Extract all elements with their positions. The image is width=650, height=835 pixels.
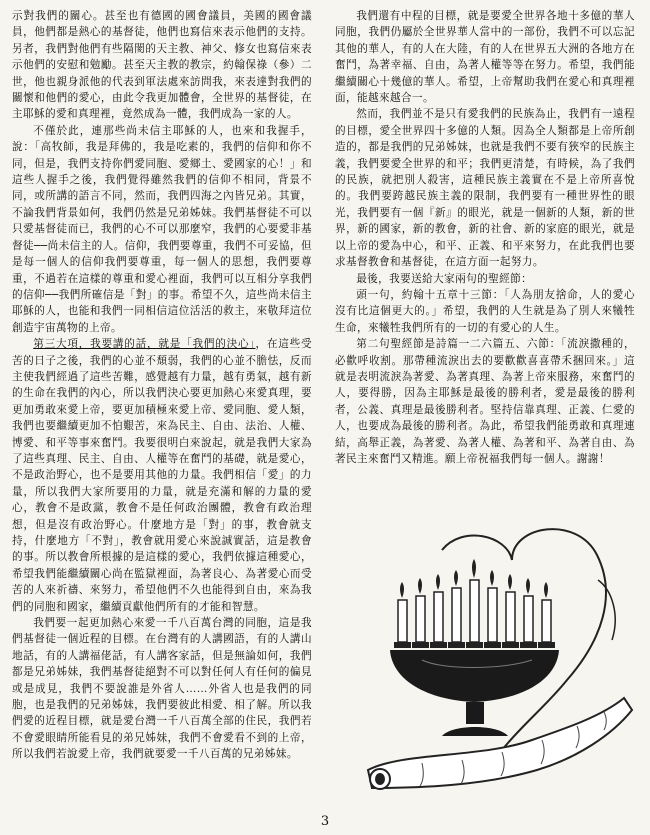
paragraph-2: 不僅於此，連那些尚未信主耶穌的人，也來和我握手，說：「高牧師，我是拜佛的，我是吃素的，我們的信仰和你不同，但是，我們支持你們愛同胞、愛鄉土、愛國家的心！」和這些人握手之後，我們覺得雖然我們的信仰不相同，背景不同，或所講的語言不同，然而，我們四海之內皆兄弟。其實，不論我們背景如何，我們仍然是兄弟姊妹。我們基督徒不可以只愛基督徒而已，我們的心不可以那麼窄，我們的心要愛非基督徒──尚未信主的人。信仰，我們要尊重，我們不可妥協，但是每一個人的信仰我們要尊重，每一個人的思想，我們要尊重，不過若在這樣的尊重和愛心裡面，我們可以互相分享我們的信仰──我們所確信是「對」的事。希望不久，這些尚未信主耶穌的人，也能和我們一同相信這位活活的救主，來敬拜這位創造宇宙萬物的上帝。 — [12, 124, 312, 334]
paragraph-5: 我們還有中程的目標，就是要愛全世界各地十多億的華人同胞，我們仍屬於全世界華人當中的一部份，我們不可以忘記其他的華人，有的人在大陸，有的人在世界五大洲的各地方在奮鬥，為著幸福、自由，為著人權等等在努力。希望，我們能繼續關心十幾億的華人。希望，上帝幫助我們在愛心和真理裡面，能越來越合一。 — [335, 10, 635, 105]
third-item-heading: 第三大項，我要講的話，就是「我們的決心」 — [33, 338, 256, 351]
paragraph-6: 然而，我們並不是只有愛我們的民族為止，我們有一遠程的目標，愛全世界四十多億的人類。因為全人類都是上帝所創造的，都是我們的兄弟姊妹，也就是我們不要有狹窄的民族主義，我們要愛全世界的和平；我們更清楚，有時候，為了我們的民族，就把別人殺害，這種民族主義實在不是上帝所喜悅的。我們要跨越民族主義的限制，我們要有一種世界性的眼光，我們要有一個『新』的眼光，就是一個新的人類，新的世界，新的國家，新的教會，新的社會、新的家庭的眼光，就是以上帝的愛為中心，和平、正義、和平來努力，在此我們也要求基督教會和基督徒，在這方面一起努力。 — [335, 108, 635, 269]
verse-2: 第二句聖經節是詩篇一二六篇五、六節：「流淚撒種的，必歡呼收割。那帶種流淚出去的要歡歡喜喜帶禾捆回來。」這就是表明流淚為著愛、為著真理、為著上帝來服務，來奮鬥的人，要得勝，因為主耶穌是最後的勝利者，愛是最後的勝利者，公義、真理是最後勝利者。堅持信靠真理、正義、仁愛的人，也要成為最後的勝利者。為此，希望我們能勇敢和真理連結，高舉正義，為著愛、為著人權、為著和平、為著自由、為著民主來奮鬥又精進。願上帝祝福我們每一個人。謝謝！ — [335, 338, 635, 465]
verse-1: 頭一句，約翰十五章十三節：「人為朋友捨命，人的愛心沒有比這個更大的。」希望，我們的人生就是為了別人來犧牲生命，來犧牲我們所有的一切的有愛心的人生。 — [335, 288, 635, 334]
left-column — [12, 8, 312, 763]
menorah-and-shofar-illustration — [362, 520, 638, 820]
right-column — [335, 8, 635, 467]
paragraph-4: 我們要一起更加熱心來愛一千八百萬台灣的同胞，這是我們基督徒一個近程的目標。在台灣有的人講國語，有的人講山地話，有的人講福佬話，有人講客家話，但是無論如何，我們都是兄弟姊妹，我們基督徒絕對不可以對任何人有任何的偏見或是成見，我們不要說誰是外省人……外省人也是我們的同胞，也是我們的兄弟姊妹，我們要彼此相愛、相了解。所以我們愛的近程目標，就是愛台灣一千八百萬全部的住民，我們若不會愛眼睛所能看見的弟兄姊妹，我們不會愛看不到的上帝，所以我們若說愛上帝，我們就要愛一千八百萬的兄弟姊妹。 — [12, 617, 312, 761]
page-number: 3 — [320, 814, 330, 829]
third-item-body: ，在這些受苦的日子之後，我們的心並不頹弱，我們的心並不膽怯，反而主使我們經過了這些苦難，感覺越有力量，越有勇氣，越有新的生命在我們的內心，所以我們決心要更加熱心來愛真理，要更加勇敢來愛上帝，要更加積極來愛上帝、愛同胞、愛人類，我們也要繼續更加不怕艱苦，來為民主、自由、法治、人權、博愛、和平等事來奮鬥。我要很明白來說起，就是我們大家為了這些真理、民主、自由、人權等在奮鬥的基礎，就是愛心，不是政治野心，也不是要用其他的力量。我們相信「愛」的力量，所以我們大家所要用的力量，就是充滿和解的力量的愛心，教會不是政黨，教會不是任何政治團體，教會有政治理想，但是沒有政治野心。什麼地方是「對」的事，教會就支持，什麼地方「不對」，教會就用愛心來說誠實話，這是教會的事。所以教會所根據的是這樣的愛心，我們依據這種愛心，希望我們能繼續關心尚在監獄裡面，為著良心、為著愛心而受苦的人來祈禱、來努力，希望他們不久也能得到自由，來為我們的同胞和國家，繼續貢獻他們所有的才能和智慧。 — [12, 338, 312, 613]
paragraph-1: 示對我們的關心。甚至也有德國的國會議員，美國的國會議員，他們都是熱心的基督徒，他們也寫信來表示他們的支持。另者，我們對他們有些隔閡的天主教、神父、修女也寫信來表示他們的安慰和勉勵。甚至天主教的教宗，約翰保祿（參）二世，他也親身派他的代表到軍法處來訪問我，來表達對我們的關懷和他們的愛心，由此令我更加體會，全世界的基督徒，在主耶穌的愛和真理裡，竟然成為一體，我們成為一家的人。 — [12, 10, 312, 121]
paragraph-3 — [12, 336, 312, 615]
paragraph-7: 最後，我要送給大家兩句的聖經節： — [356, 272, 533, 285]
